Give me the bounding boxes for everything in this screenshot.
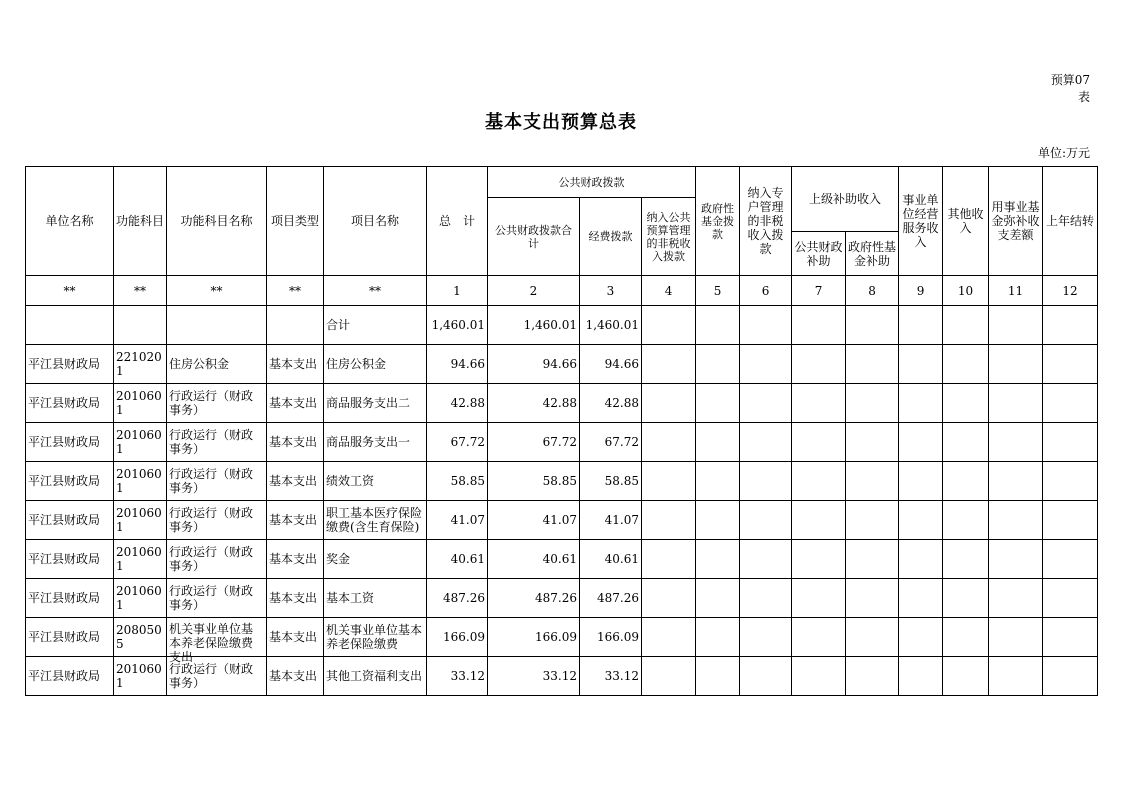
empty-cell	[989, 579, 1043, 618]
empty-cell	[1043, 657, 1098, 696]
page-title: 基本支出预算总表	[485, 112, 637, 133]
total-row-label: 合计	[324, 306, 427, 345]
empty-cell	[846, 618, 899, 657]
expense-cell	[580, 345, 642, 384]
unit-name-cell	[26, 423, 114, 462]
func-name-cell-text: 行政运行（财政事务）	[169, 506, 254, 534]
total-row-cell	[989, 306, 1043, 345]
empty-cell	[792, 423, 846, 462]
item-type-cell	[267, 618, 324, 657]
empty-cell	[642, 384, 696, 423]
empty-cell	[943, 540, 989, 579]
empty-cell	[943, 462, 989, 501]
empty-cell	[740, 462, 792, 501]
table-row	[26, 579, 1098, 618]
header-row-1	[26, 167, 1098, 198]
func-name-cell	[167, 618, 267, 664]
func-code-cell-text: 2010601	[116, 662, 162, 690]
empty-cell	[846, 657, 899, 696]
item-type-cell-text: 基本支出	[269, 552, 318, 566]
empty-cell	[943, 501, 989, 540]
func-code-cell	[114, 657, 167, 696]
expense-cell-text: 33.12	[604, 669, 639, 683]
header-public-fiscal: 公共财政拨款	[488, 167, 696, 198]
item-name-cell	[324, 618, 427, 657]
total-row-cell	[114, 306, 167, 345]
func-code-cell-text: 2210201	[116, 350, 162, 378]
empty-cell	[696, 384, 740, 423]
item-name-cell	[324, 462, 427, 501]
total-cell	[427, 540, 488, 579]
public-total-cell-text: 58.85	[542, 474, 577, 488]
empty-cell	[740, 618, 792, 657]
header-gov-fund-subsidy: 政府性基金补助	[846, 232, 899, 276]
unit-name-cell	[26, 501, 114, 540]
item-name-cell	[324, 423, 427, 462]
empty-cell	[740, 384, 792, 423]
func-name-cell	[167, 384, 267, 423]
empty-cell	[1043, 501, 1098, 540]
empty-cell	[696, 540, 740, 579]
item-name-cell	[324, 540, 427, 579]
unit-name-cell	[26, 462, 114, 501]
empty-cell	[792, 345, 846, 384]
empty-cell	[792, 618, 846, 657]
func-code-cell	[114, 618, 167, 657]
item-type-cell-text: 基本支出	[269, 396, 318, 410]
empty-cell	[846, 579, 899, 618]
expense-cell-text: 67.72	[604, 435, 639, 449]
func-code-cell	[114, 423, 167, 462]
empty-cell	[846, 501, 899, 540]
item-type-cell	[267, 657, 324, 696]
total-row-cell	[943, 306, 989, 345]
unit-name-cell	[26, 618, 114, 657]
item-type-cell-text: 基本支出	[269, 435, 318, 449]
header-special-account: 纳入专户管理的非税收入拨款	[740, 167, 792, 276]
index-cell: 12	[1043, 276, 1098, 306]
total-cell	[427, 657, 488, 696]
empty-cell	[642, 618, 696, 657]
form-number-line2: 表	[1077, 90, 1090, 104]
empty-cell	[1043, 618, 1098, 657]
header-superior-subsidy: 上级补助收入	[792, 167, 899, 232]
item-type-cell	[267, 540, 324, 579]
expense-cell-text: 166.09	[597, 630, 639, 644]
func-code-cell-text: 2010601	[116, 584, 162, 612]
expense-cell-text: 94.66	[604, 357, 639, 371]
item-type-cell-text: 基本支出	[269, 513, 318, 527]
empty-cell	[642, 462, 696, 501]
unit-name-cell	[26, 345, 114, 384]
expense-cell	[580, 618, 642, 657]
expense-cell-text: 58.85	[604, 474, 639, 488]
func-name-cell-text: 住房公积金	[169, 357, 230, 371]
empty-cell	[792, 384, 846, 423]
item-name-cell	[324, 501, 427, 540]
empty-cell	[642, 345, 696, 384]
func-name-cell	[167, 540, 267, 579]
expense-cell	[580, 540, 642, 579]
header-gov-fund: 政府性基金拨款	[696, 167, 740, 276]
total-cell-text: 58.85	[450, 474, 485, 488]
budget-table	[25, 166, 1098, 696]
total-cell	[427, 384, 488, 423]
index-cell: **	[267, 276, 324, 306]
header-carryover: 上年结转	[1043, 167, 1098, 276]
empty-cell	[989, 501, 1043, 540]
item-name-cell	[324, 579, 427, 618]
empty-cell	[642, 423, 696, 462]
unit-name-cell-text: 平江县财政局	[28, 630, 101, 644]
empty-cell	[899, 345, 943, 384]
empty-cell	[989, 657, 1043, 696]
index-cell: 4	[642, 276, 696, 306]
public-total-cell-text: 487.26	[535, 591, 577, 605]
total-cell	[427, 462, 488, 501]
empty-cell	[989, 540, 1043, 579]
empty-cell	[899, 501, 943, 540]
empty-cell	[642, 540, 696, 579]
index-cell: 6	[740, 276, 792, 306]
total-row-cell	[899, 306, 943, 345]
empty-cell	[899, 384, 943, 423]
item-type-cell	[267, 501, 324, 540]
public-total-cell-text: 33.12	[542, 669, 577, 683]
form-number-line1: 预算07	[1050, 73, 1090, 87]
table-row	[26, 501, 1098, 540]
item-type-cell	[267, 423, 324, 462]
empty-cell	[943, 579, 989, 618]
empty-cell	[792, 657, 846, 696]
header-item-type: 项目类型	[267, 167, 324, 276]
header-total: 总 计	[427, 167, 488, 276]
unit-name-cell	[26, 384, 114, 423]
func-code-cell-text: 2010601	[116, 428, 162, 456]
empty-cell	[989, 384, 1043, 423]
total-row-cell	[267, 306, 324, 345]
empty-cell	[1043, 540, 1098, 579]
empty-cell	[696, 345, 740, 384]
func-name-cell-text: 行政运行（财政事务）	[169, 545, 254, 573]
index-cell: 1	[427, 276, 488, 306]
func-name-cell-text: 行政运行（财政事务）	[169, 662, 254, 690]
item-name-cell-text: 基本工资	[326, 591, 375, 605]
header-business-income: 事业单位经营服务收入	[899, 167, 943, 276]
func-code-cell	[114, 462, 167, 501]
empty-cell	[989, 345, 1043, 384]
public-total-cell	[488, 540, 580, 579]
empty-cell	[846, 384, 899, 423]
func-name-cell-text: 行政运行（财政事务）	[169, 467, 254, 495]
expense-cell-text: 42.88	[604, 396, 639, 410]
func-name-cell	[167, 345, 267, 384]
func-name-cell-text: 行政运行（财政事务）	[169, 584, 254, 612]
unit-name-cell	[26, 579, 114, 618]
header-func-name: 功能科目名称	[167, 167, 267, 276]
index-cell: 11	[989, 276, 1043, 306]
total-cell-text: 33.12	[450, 669, 485, 683]
item-type-cell-text: 基本支出	[269, 591, 318, 605]
total-cell	[427, 423, 488, 462]
table-row	[26, 384, 1098, 423]
empty-cell	[696, 501, 740, 540]
table-row	[26, 345, 1098, 384]
item-type-cell	[267, 579, 324, 618]
index-cell: **	[324, 276, 427, 306]
header-other-income: 其他收入	[943, 167, 989, 276]
index-cell: **	[167, 276, 267, 306]
total-cell-text: 94.66	[450, 357, 485, 371]
func-name-cell	[167, 462, 267, 501]
func-code-cell	[114, 540, 167, 579]
expense-cell-text: 40.61	[604, 552, 639, 566]
item-type-cell	[267, 345, 324, 384]
total-row-cell	[696, 306, 740, 345]
item-name-cell-text: 住房公积金	[326, 357, 387, 371]
total-row-cell	[167, 306, 267, 345]
header-fund-offset: 用事业基金弥补收支差额	[989, 167, 1043, 276]
empty-cell	[642, 579, 696, 618]
empty-cell	[740, 345, 792, 384]
unit-name-cell-text: 平江县财政局	[28, 396, 101, 410]
table-row	[26, 462, 1098, 501]
table-row	[26, 657, 1098, 696]
header-func-code: 功能科目	[114, 167, 167, 276]
header-non-tax-income: 纳入公共预算管理的非税收入拨款	[642, 198, 696, 276]
func-code-cell	[114, 345, 167, 384]
total-cell-text: 166.09	[443, 630, 485, 644]
item-name-cell-text: 奖金	[326, 552, 351, 566]
expense-cell	[580, 501, 642, 540]
empty-cell	[792, 501, 846, 540]
expense-cell	[580, 657, 642, 696]
index-row	[26, 276, 1098, 306]
empty-cell	[696, 462, 740, 501]
empty-cell	[740, 501, 792, 540]
public-total-cell-text: 40.61	[542, 552, 577, 566]
empty-cell	[943, 423, 989, 462]
public-total-cell	[488, 462, 580, 501]
total-cell-text: 67.72	[450, 435, 485, 449]
item-type-cell-text: 基本支出	[269, 630, 318, 644]
total-row-cell	[642, 306, 696, 345]
item-name-cell-text: 商品服务支出二	[326, 396, 411, 410]
item-type-cell	[267, 462, 324, 501]
empty-cell	[740, 540, 792, 579]
empty-cell	[846, 462, 899, 501]
item-name-cell-text: 职工基本医疗保险缴费(含生育保险)	[326, 506, 423, 534]
item-type-cell-text: 基本支出	[269, 474, 318, 488]
empty-cell	[846, 540, 899, 579]
func-name-cell	[167, 579, 267, 618]
unit-name-cell-text: 平江县财政局	[28, 474, 101, 488]
unit-name-cell-text: 平江县财政局	[28, 435, 101, 449]
empty-cell	[792, 540, 846, 579]
total-cell-text: 487.26	[443, 591, 485, 605]
header-public-fiscal-total: 公共财政拨款合计	[488, 198, 580, 276]
func-name-cell-text: 机关事业单位基本养老保险缴费支出	[169, 622, 254, 664]
expense-cell-text: 41.07	[604, 513, 639, 527]
unit-name-cell	[26, 657, 114, 696]
total-row	[26, 306, 1098, 345]
empty-cell	[989, 423, 1043, 462]
total-cell-text: 40.61	[450, 552, 485, 566]
func-code-cell-text: 2080505	[116, 623, 162, 651]
func-name-cell-text: 行政运行（财政事务）	[169, 428, 254, 456]
empty-cell	[943, 345, 989, 384]
public-total-cell	[488, 657, 580, 696]
index-cell: 7	[792, 276, 846, 306]
public-total-cell	[488, 345, 580, 384]
index-cell: 8	[846, 276, 899, 306]
func-name-cell	[167, 501, 267, 540]
header-item-name: 项目名称	[324, 167, 427, 276]
public-total-cell	[488, 579, 580, 618]
total-cell	[427, 501, 488, 540]
empty-cell	[846, 345, 899, 384]
index-cell: **	[26, 276, 114, 306]
func-code-cell-text: 2010601	[116, 545, 162, 573]
empty-cell	[740, 657, 792, 696]
empty-cell	[899, 579, 943, 618]
item-type-cell	[267, 384, 324, 423]
empty-cell	[943, 384, 989, 423]
header-expense-allocation: 经费拨款	[580, 198, 642, 276]
item-type-cell-text: 基本支出	[269, 357, 318, 371]
public-total-cell-text: 42.88	[542, 396, 577, 410]
empty-cell	[696, 618, 740, 657]
empty-cell	[1043, 345, 1098, 384]
public-total-cell-text: 94.66	[542, 357, 577, 371]
header-unit-name: 单位名称	[26, 167, 114, 276]
index-cell: 2	[488, 276, 580, 306]
empty-cell	[989, 462, 1043, 501]
func-name-cell	[167, 657, 267, 696]
public-total-cell	[488, 501, 580, 540]
index-cell: 9	[899, 276, 943, 306]
total-row-cell	[1043, 306, 1098, 345]
public-total-cell	[488, 423, 580, 462]
empty-cell	[899, 540, 943, 579]
public-total-cell	[488, 384, 580, 423]
expense-cell	[580, 579, 642, 618]
empty-cell	[792, 462, 846, 501]
unit-name-cell-text: 平江县财政局	[28, 669, 101, 683]
table-row	[26, 618, 1098, 657]
empty-cell	[899, 462, 943, 501]
total-row-cell	[740, 306, 792, 345]
unit-name-cell-text: 平江县财政局	[28, 552, 101, 566]
func-code-cell	[114, 579, 167, 618]
empty-cell	[899, 657, 943, 696]
public-total-cell-text: 41.07	[542, 513, 577, 527]
total-cell	[427, 618, 488, 657]
item-name-cell	[324, 384, 427, 423]
empty-cell	[943, 618, 989, 657]
index-cell: 5	[696, 276, 740, 306]
empty-cell	[740, 579, 792, 618]
item-name-cell-text: 商品服务支出一	[326, 435, 411, 449]
item-type-cell-text: 基本支出	[269, 669, 318, 683]
total-row-cell	[26, 306, 114, 345]
unit-name-cell	[26, 540, 114, 579]
index-cell: **	[114, 276, 167, 306]
total-row-cell	[846, 306, 899, 345]
total-cell	[427, 579, 488, 618]
empty-cell	[696, 657, 740, 696]
header-public-fiscal-subsidy: 公共财政补助	[792, 232, 846, 276]
total-cell-text: 42.88	[450, 396, 485, 410]
public-total-cell-text: 67.72	[542, 435, 577, 449]
unit-name-cell-text: 平江县财政局	[28, 357, 101, 371]
table-row	[26, 423, 1098, 462]
form-number	[1051, 72, 1090, 106]
total-row-total: 1,460.01	[427, 306, 488, 345]
expense-cell	[580, 462, 642, 501]
empty-cell	[1043, 423, 1098, 462]
empty-cell	[642, 501, 696, 540]
total-cell	[427, 345, 488, 384]
empty-cell	[989, 618, 1043, 657]
empty-cell	[1043, 579, 1098, 618]
index-cell: 10	[943, 276, 989, 306]
table-row	[26, 540, 1098, 579]
empty-cell	[1043, 384, 1098, 423]
empty-cell	[899, 618, 943, 657]
func-code-cell-text: 2010601	[116, 506, 162, 534]
unit-name-cell-text: 平江县财政局	[28, 591, 101, 605]
unit-label: 单位:万元	[1037, 146, 1090, 160]
func-code-cell	[114, 384, 167, 423]
expense-cell-text: 487.26	[597, 591, 639, 605]
empty-cell	[899, 423, 943, 462]
empty-cell	[696, 579, 740, 618]
item-name-cell-text: 其他工资福利支出	[326, 669, 423, 683]
item-name-cell	[324, 345, 427, 384]
item-name-cell-text: 绩效工资	[326, 474, 375, 488]
func-name-cell-text: 行政运行（财政事务）	[169, 389, 254, 417]
func-code-cell-text: 2010601	[116, 467, 162, 495]
empty-cell	[1043, 462, 1098, 501]
empty-cell	[740, 423, 792, 462]
empty-cell	[642, 657, 696, 696]
expense-cell	[580, 423, 642, 462]
expense-cell	[580, 384, 642, 423]
func-name-cell	[167, 423, 267, 462]
total-row-expense: 1,460.01	[580, 306, 642, 345]
func-code-cell-text: 2010601	[116, 389, 162, 417]
func-code-cell	[114, 501, 167, 540]
empty-cell	[943, 657, 989, 696]
public-total-cell-text: 166.09	[535, 630, 577, 644]
total-row-cell	[792, 306, 846, 345]
index-cell: 3	[580, 276, 642, 306]
empty-cell	[696, 423, 740, 462]
empty-cell	[846, 423, 899, 462]
total-row-public-total: 1,460.01	[488, 306, 580, 345]
item-name-cell	[324, 657, 427, 696]
public-total-cell	[488, 618, 580, 657]
empty-cell	[792, 579, 846, 618]
total-cell-text: 41.07	[450, 513, 485, 527]
item-name-cell-text: 机关事业单位基本养老保险缴费	[326, 623, 423, 651]
unit-name-cell-text: 平江县财政局	[28, 513, 101, 527]
